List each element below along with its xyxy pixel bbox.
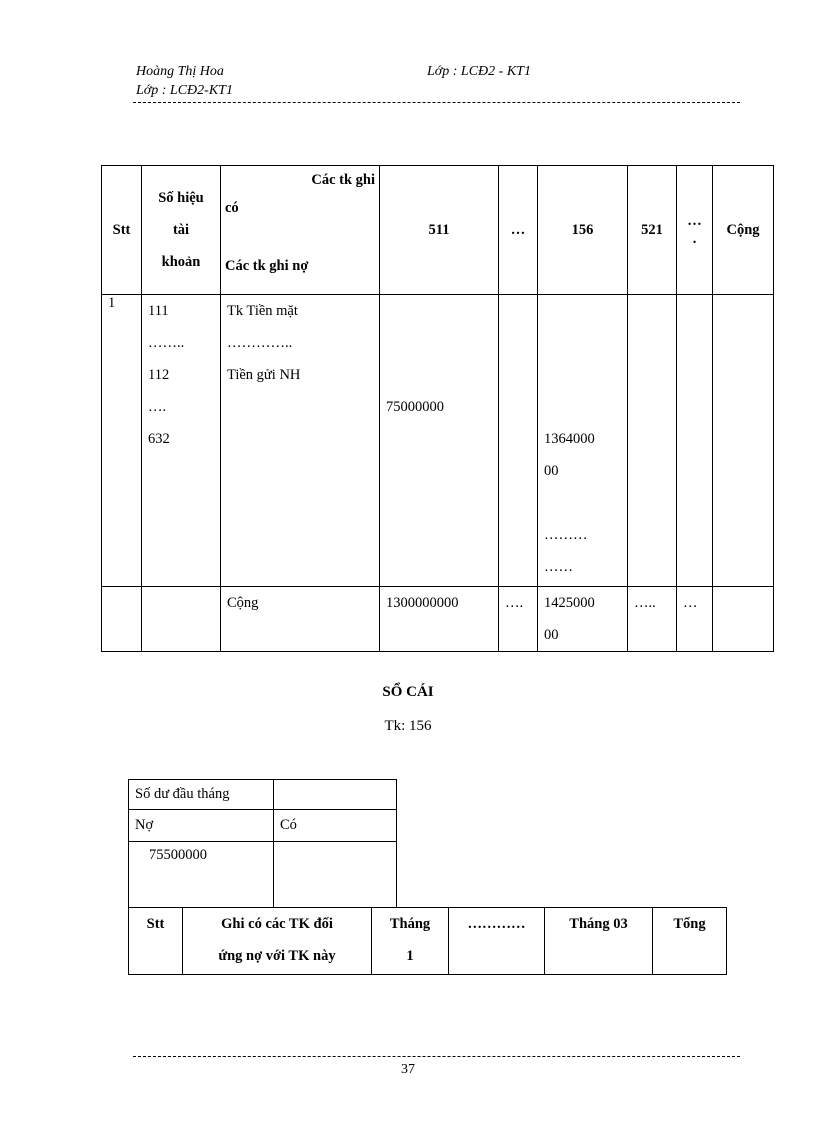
ledger-col-dots: ………… [449, 908, 545, 975]
name-tien-gui: Tiền gửi NH [227, 367, 301, 383]
row-521 [628, 295, 677, 587]
name-tien-mat: Tk Tiền mặt [227, 303, 298, 319]
value-511: 75000000 [386, 399, 444, 415]
page-number: 37 [401, 1062, 415, 1077]
col-so-hieu-1: Số hiệu [158, 190, 204, 206]
account-111: 111 [148, 303, 169, 319]
journal-table [101, 165, 774, 652]
row-dots-2 [677, 295, 713, 587]
row-cong [713, 295, 774, 587]
no-label: Nợ [129, 810, 274, 842]
co-label: Có [274, 810, 397, 842]
total-511 [380, 587, 499, 652]
total-label [221, 587, 380, 652]
class-header: Lớp : LCĐ2 - KT1 [427, 64, 531, 79]
row-dots-1 [499, 295, 538, 587]
total-521-text: ….. [634, 595, 656, 611]
total-dots-1 [499, 587, 538, 652]
col-dots-1: … [499, 166, 538, 295]
no-co-row [129, 810, 397, 842]
total-label-text: Cộng [227, 595, 259, 611]
total-156-a: 1425000 [544, 595, 595, 611]
opening-balance-table [128, 779, 397, 908]
col-ghi-co-2: có [225, 200, 239, 216]
total-511-text: 1300000000 [386, 595, 459, 611]
ledger-table [128, 907, 727, 975]
total-row [102, 587, 774, 652]
col-511: 511 [380, 166, 499, 295]
opening-row [129, 780, 397, 810]
col-so-hieu [142, 166, 221, 295]
row-names [221, 295, 380, 587]
ledger-col-thang1-a: Tháng [389, 916, 431, 932]
opening-label: Số dư đầu tháng [129, 780, 274, 810]
row-accounts [142, 295, 221, 587]
header-rule [133, 102, 740, 103]
author-name: Hoàng Thị Hoa [136, 64, 224, 79]
value-156-b: 00 [544, 463, 559, 479]
class-label: Lớp : LCĐ2-KT1 [136, 83, 233, 98]
table-row [102, 295, 774, 587]
opening-empty [274, 780, 397, 810]
total-dots-1-text: …. [505, 595, 524, 611]
ledger-col-thang3: Tháng 03 [545, 908, 653, 975]
ledger-col-tong: Tổng [653, 908, 727, 975]
ledger-col-thang1 [372, 908, 449, 975]
col-so-hieu-3: khoản [161, 254, 201, 270]
total-cong [713, 587, 774, 652]
col-ghi-co: Các tk ghi [311, 172, 375, 188]
value-156-dots-b: …… [544, 559, 573, 575]
account-112: 112 [148, 367, 170, 383]
balance-row [129, 842, 397, 908]
value-156-dots-a: ……… [544, 527, 588, 543]
account-dots-1: …….. [148, 335, 185, 351]
ledger-col-ghi-co-2: ứng nợ với TK này [218, 948, 336, 964]
name-dots: ………….. [227, 335, 293, 351]
ledger-col-thang1-b: 1 [406, 948, 414, 964]
value-156-a: 1364000 [544, 431, 595, 447]
ledger-title: SỔ CÁI [382, 684, 434, 700]
col-521: 521 [628, 166, 677, 295]
col-stt: Stt [102, 166, 142, 295]
total-521 [628, 587, 677, 652]
ledger-header-row [129, 908, 727, 975]
total-156 [538, 587, 628, 652]
row-511 [380, 295, 499, 587]
col-dots-2b: . [692, 231, 697, 247]
no-value: 75500000 [129, 842, 274, 908]
account-dots-2: …. [148, 399, 167, 415]
ledger-col-ghi-co [183, 908, 372, 975]
total-dots-2 [677, 587, 713, 652]
col-cong: Cộng [713, 166, 774, 295]
co-value [274, 842, 397, 908]
total-dots-2-text: … [683, 595, 698, 611]
footer-rule [133, 1056, 740, 1057]
col-dots-2a: … [687, 213, 702, 229]
col-156: 156 [538, 166, 628, 295]
col-dots-2 [677, 166, 713, 295]
total-156-b: 00 [544, 627, 559, 643]
col-ghi-no: Các tk ghi nợ [225, 258, 309, 274]
ledger-col-stt: Stt [129, 908, 183, 975]
row-stt: 1 [102, 295, 142, 587]
account-632: 632 [148, 431, 170, 447]
total-account [142, 587, 221, 652]
ledger-account: Tk: 156 [384, 718, 432, 734]
row-156 [538, 295, 628, 587]
ledger-col-ghi-co-1: Ghi có các TK đối [221, 916, 333, 932]
col-ghi-co-no [221, 166, 380, 295]
table-header-row [102, 166, 774, 295]
total-stt [102, 587, 142, 652]
col-so-hieu-2: tài [172, 222, 190, 238]
